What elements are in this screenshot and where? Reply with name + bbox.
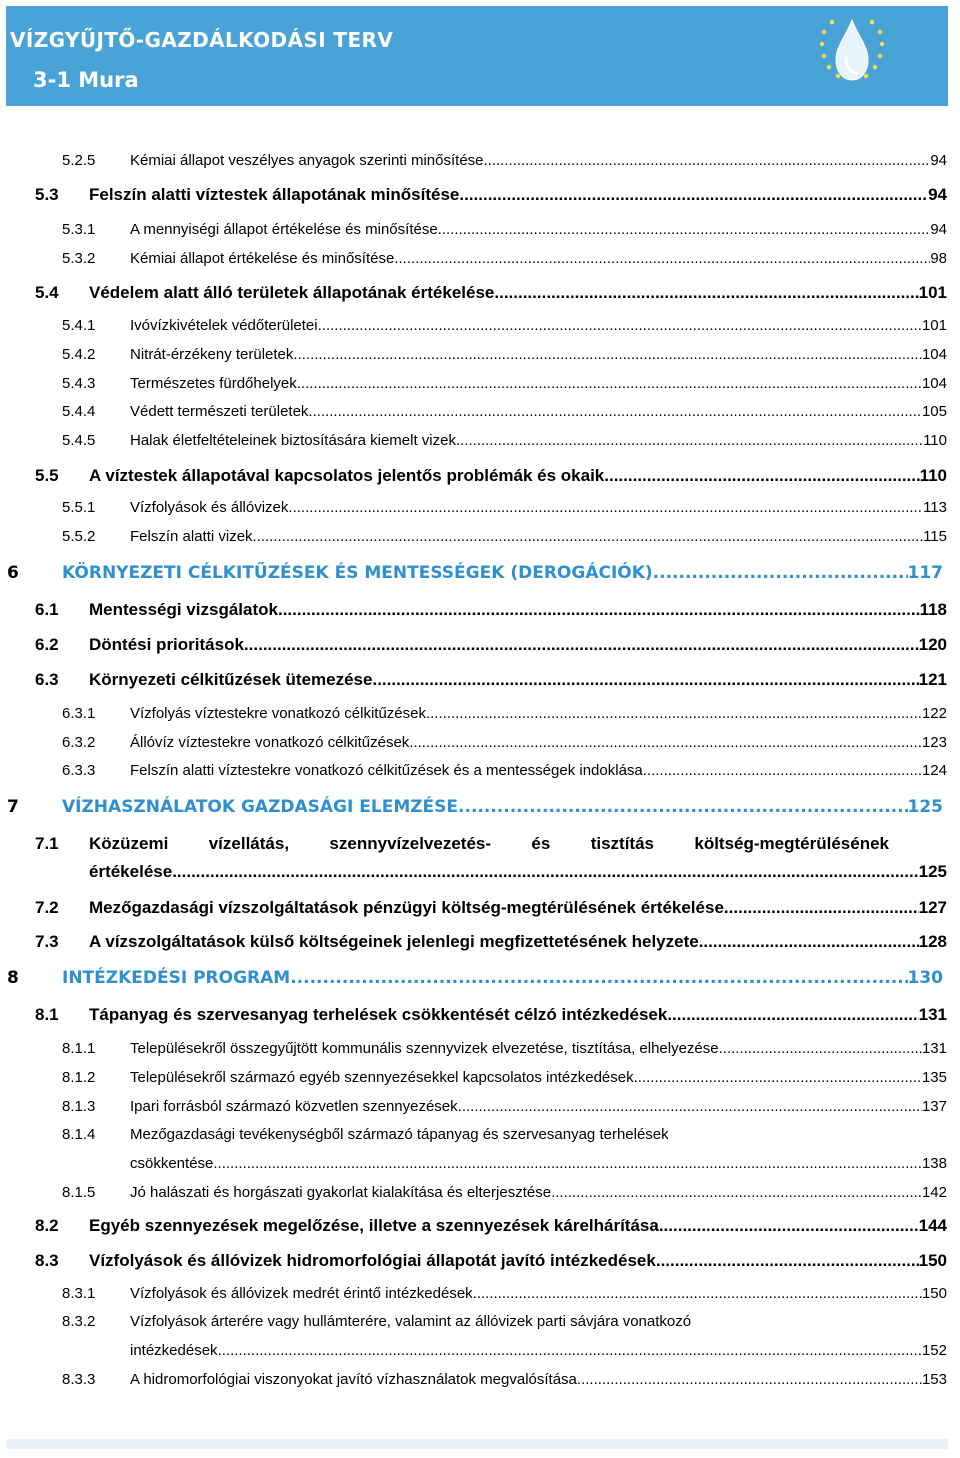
dot-leader <box>667 1005 918 1025</box>
toc-page: 104 <box>921 346 947 363</box>
dot-leader <box>318 317 922 334</box>
dot-leader <box>604 466 919 486</box>
dot-leader <box>484 152 931 169</box>
dot-leader <box>372 670 918 690</box>
toc-page: 115 <box>923 528 947 545</box>
toc-title: Védelem alatt álló területek állapotának értékelése <box>89 283 495 302</box>
toc-page: 138 <box>921 1155 947 1172</box>
toc-number: 5.2.5 <box>62 152 96 169</box>
dot-leader <box>426 705 922 722</box>
toc-title: Vízfolyások és állóvizek medrét érintő intézkedések <box>130 1285 473 1302</box>
toc-title: Mezőgazdasági vízszolgáltatások pénzügyi költség-megtérülésének értékelése <box>89 898 724 917</box>
toc-page: 127 <box>918 898 947 917</box>
toc-number: 8.2 <box>35 1216 59 1235</box>
toc-page: 94 <box>930 152 947 169</box>
toc-number: 8.1.2 <box>62 1069 96 1086</box>
dot-leader <box>551 1184 922 1201</box>
toc-number: 5.5.2 <box>62 528 96 545</box>
toc-number: 7.2 <box>35 898 59 917</box>
toc-number: 5.4.3 <box>62 375 96 392</box>
toc-number: 8.1 <box>35 1005 59 1024</box>
toc-number: 5.3.1 <box>62 221 96 238</box>
dot-leader <box>634 1069 922 1086</box>
toc-title-line1: Mezőgazdasági tevékenységből származó tápanyag és szervesanyag terhelések <box>130 1126 669 1143</box>
toc-title: VÍZHASZNÁLATOK GAZDASÁGI ELEMZÉSE <box>62 797 459 817</box>
toc-number: 8.3.2 <box>62 1313 96 1330</box>
toc-page: 118 <box>919 600 947 619</box>
dot-leader <box>213 1155 922 1172</box>
toc-page: 142 <box>921 1184 947 1201</box>
toc-number: 7.3 <box>35 932 59 951</box>
toc-title: Nitrát-érzékeny területek <box>130 346 294 363</box>
toc-page: 130 <box>907 968 943 988</box>
toc-number: 6 <box>7 563 19 583</box>
toc-title: Védett természeti területek <box>130 403 309 420</box>
toc-page: 135 <box>921 1069 947 1086</box>
toc-title: intézkedések <box>130 1342 218 1359</box>
toc-number: 8.1.3 <box>62 1098 96 1115</box>
toc-number: 6.3.2 <box>62 734 96 751</box>
toc-title: Ipari forrásból származó közvetlen szennyezések <box>130 1098 458 1115</box>
toc-title: Kémiai állapot értékelése és minősítése <box>130 250 395 267</box>
toc-title: A mennyiségi állapot értékelése és minősítése <box>130 221 438 238</box>
toc-number: 6.2 <box>35 635 59 654</box>
toc-page: 124 <box>921 762 947 779</box>
toc-number: 5.4.2 <box>62 346 96 363</box>
toc-number: 8.1.4 <box>62 1126 96 1143</box>
toc-number: 6.1 <box>35 600 59 619</box>
toc-number: 6.3 <box>35 670 59 689</box>
toc-page: 104 <box>921 375 947 392</box>
toc-page: 101 <box>921 317 947 334</box>
toc-page: 125 <box>918 862 947 881</box>
dot-leader <box>653 563 908 583</box>
dot-leader <box>459 185 928 205</box>
dot-leader <box>253 528 924 545</box>
toc-number: 5.3 <box>35 185 59 204</box>
toc-number: 5.4.5 <box>62 432 96 449</box>
toc-page: 152 <box>921 1342 947 1359</box>
dot-leader <box>297 375 922 392</box>
dot-leader <box>458 1098 922 1115</box>
dot-leader <box>577 1371 922 1388</box>
dot-leader <box>288 499 923 516</box>
footer-bar <box>6 1439 948 1449</box>
toc-title: Környezeti célkitűzések ütemezése <box>89 670 373 689</box>
toc-title: csökkentése <box>130 1155 214 1172</box>
toc-title-line1: Közüzemi vízellátás, szennyvízelvezetés- és tisztítás költség-megtérülésének <box>89 834 889 853</box>
dot-leader <box>656 1251 919 1271</box>
toc-number: 8.3 <box>35 1251 59 1270</box>
toc-page: 98 <box>930 250 947 267</box>
toc-page: 105 <box>921 403 947 420</box>
document-title: VÍZGYŰJTŐ-GAZDÁLKODÁSI TERV <box>10 28 394 52</box>
toc-number: 7.1 <box>35 834 59 853</box>
toc-title-line1: Vízfolyások árterére vagy hullámterére, valamint az állóvizek parti sávjára vonatkozó <box>130 1313 692 1330</box>
toc-number: 8 <box>7 968 19 988</box>
dot-leader <box>394 250 930 267</box>
toc-title: értékelése <box>89 862 173 881</box>
toc-title: Településekről összegyűjtött kommunális szennyvizek elvezetése, tisztítása, elhelyezése <box>130 1040 719 1057</box>
dot-leader <box>438 221 931 238</box>
toc-title: Mentességi vizsgálatok <box>89 600 278 619</box>
toc-page: 128 <box>918 932 947 951</box>
toc-page: 123 <box>921 734 947 751</box>
toc-number: 5.5.1 <box>62 499 96 516</box>
toc-number: 8.3.3 <box>62 1371 96 1388</box>
toc-page: 122 <box>921 705 947 722</box>
toc-page: 137 <box>921 1098 947 1115</box>
toc-title: Ivóvízkivételek védőterületei <box>130 317 318 334</box>
toc-page: 94 <box>928 185 947 204</box>
toc-title: Vízfolyások és állóvizek hidromorfológiai állapotát javító intézkedések <box>89 1251 656 1270</box>
toc-number: 5.4.1 <box>62 317 96 334</box>
dot-leader <box>172 862 918 882</box>
document-subtitle: 3-1 Mura <box>33 68 139 92</box>
dot-leader <box>458 797 907 817</box>
dot-leader <box>494 283 918 303</box>
dot-leader <box>456 432 923 449</box>
toc-page: 150 <box>918 1251 947 1270</box>
toc-title: Tápanyag és szervesanyag terhelések csökkentését célzó intézkedések <box>89 1005 668 1024</box>
toc-number: 6.3.1 <box>62 705 96 722</box>
toc-page: 101 <box>918 283 947 302</box>
toc-page: 125 <box>907 797 943 817</box>
toc-number: 8.1.1 <box>62 1040 96 1057</box>
toc-title: Egyéb szennyezések megelőzése, illetve a szennyezések kárelhárítása <box>89 1216 659 1235</box>
dot-leader <box>699 932 919 952</box>
toc-title: Felszín alatti víztestekre vonatkozó célkitűzések és a mentességek indoklása <box>130 762 643 779</box>
toc-number: 5.5 <box>35 466 59 485</box>
toc-page: 117 <box>907 563 943 583</box>
toc-page: 121 <box>918 670 947 689</box>
toc-title: Halak életfeltételeinek biztosítására kiemelt vizek <box>130 432 456 449</box>
dot-leader <box>473 1285 922 1302</box>
toc-page: 94 <box>930 221 947 238</box>
toc-number: 5.4 <box>35 283 59 302</box>
dot-leader <box>244 635 919 655</box>
toc-page: 110 <box>919 466 947 485</box>
dot-leader <box>643 762 922 779</box>
toc-title: Jó halászati és horgászati gyakorlat kialakítása és elterjesztése <box>130 1184 552 1201</box>
dot-leader <box>409 734 922 751</box>
toc-title: Felszín alatti víztestek állapotának minősítése <box>89 185 460 204</box>
toc-page: 113 <box>923 499 947 516</box>
toc-page: 131 <box>918 1005 947 1024</box>
dot-leader <box>719 1040 922 1057</box>
dot-leader <box>278 600 920 620</box>
toc-page: 110 <box>923 432 947 449</box>
toc-page: 153 <box>921 1371 947 1388</box>
toc-title: Vízfolyások és állóvizek <box>130 499 289 516</box>
toc-title: A vízszolgáltatások külső költségeinek jelenlegi megfizettetésének helyzete <box>89 932 699 951</box>
toc-title: A hidromorfológiai viszonyokat javító vízhasználatok megvalósítása <box>130 1371 577 1388</box>
toc-number: 8.3.1 <box>62 1285 96 1302</box>
dot-leader <box>293 346 922 363</box>
toc-title: Kémiai állapot veszélyes anyagok szerinti minősítése <box>130 152 484 169</box>
dot-leader <box>308 403 922 420</box>
toc-page: 131 <box>921 1040 947 1057</box>
toc-number: 7 <box>7 797 19 817</box>
toc-title: A víztestek állapotával kapcsolatos jelentős problémák és okaik <box>89 466 605 485</box>
toc-title: Természetes fürdőhelyek <box>130 375 297 392</box>
toc-page: 144 <box>918 1216 947 1235</box>
toc-page: 150 <box>921 1285 947 1302</box>
toc-title: INTÉZKEDÉSI PROGRAM <box>62 968 291 988</box>
toc-title: Döntési prioritások <box>89 635 244 654</box>
toc-title: Vízfolyás víztestekre vonatkozó célkitűzések <box>130 705 426 722</box>
toc-number: 5.3.2 <box>62 250 96 267</box>
toc-title: Településekről származó egyéb szennyezésekkel kapcsolatos intézkedések <box>130 1069 634 1086</box>
dot-leader <box>218 1342 922 1359</box>
dot-leader <box>659 1216 919 1236</box>
toc-page: 120 <box>918 635 947 654</box>
toc-number: 6.3.3 <box>62 762 96 779</box>
toc-number: 5.4.4 <box>62 403 96 420</box>
dot-leader <box>724 898 919 918</box>
toc-title: Felszín alatti vizek <box>130 528 253 545</box>
toc-number: 8.1.5 <box>62 1184 96 1201</box>
toc-title: Állóvíz víztestekre vonatkozó célkitűzések <box>130 734 410 751</box>
dot-leader <box>290 968 907 988</box>
toc-title: KÖRNYEZETI CÉLKITŰZÉSEK ÉS MENTESSÉGEK (DEROGÁCIÓK) <box>62 563 653 583</box>
